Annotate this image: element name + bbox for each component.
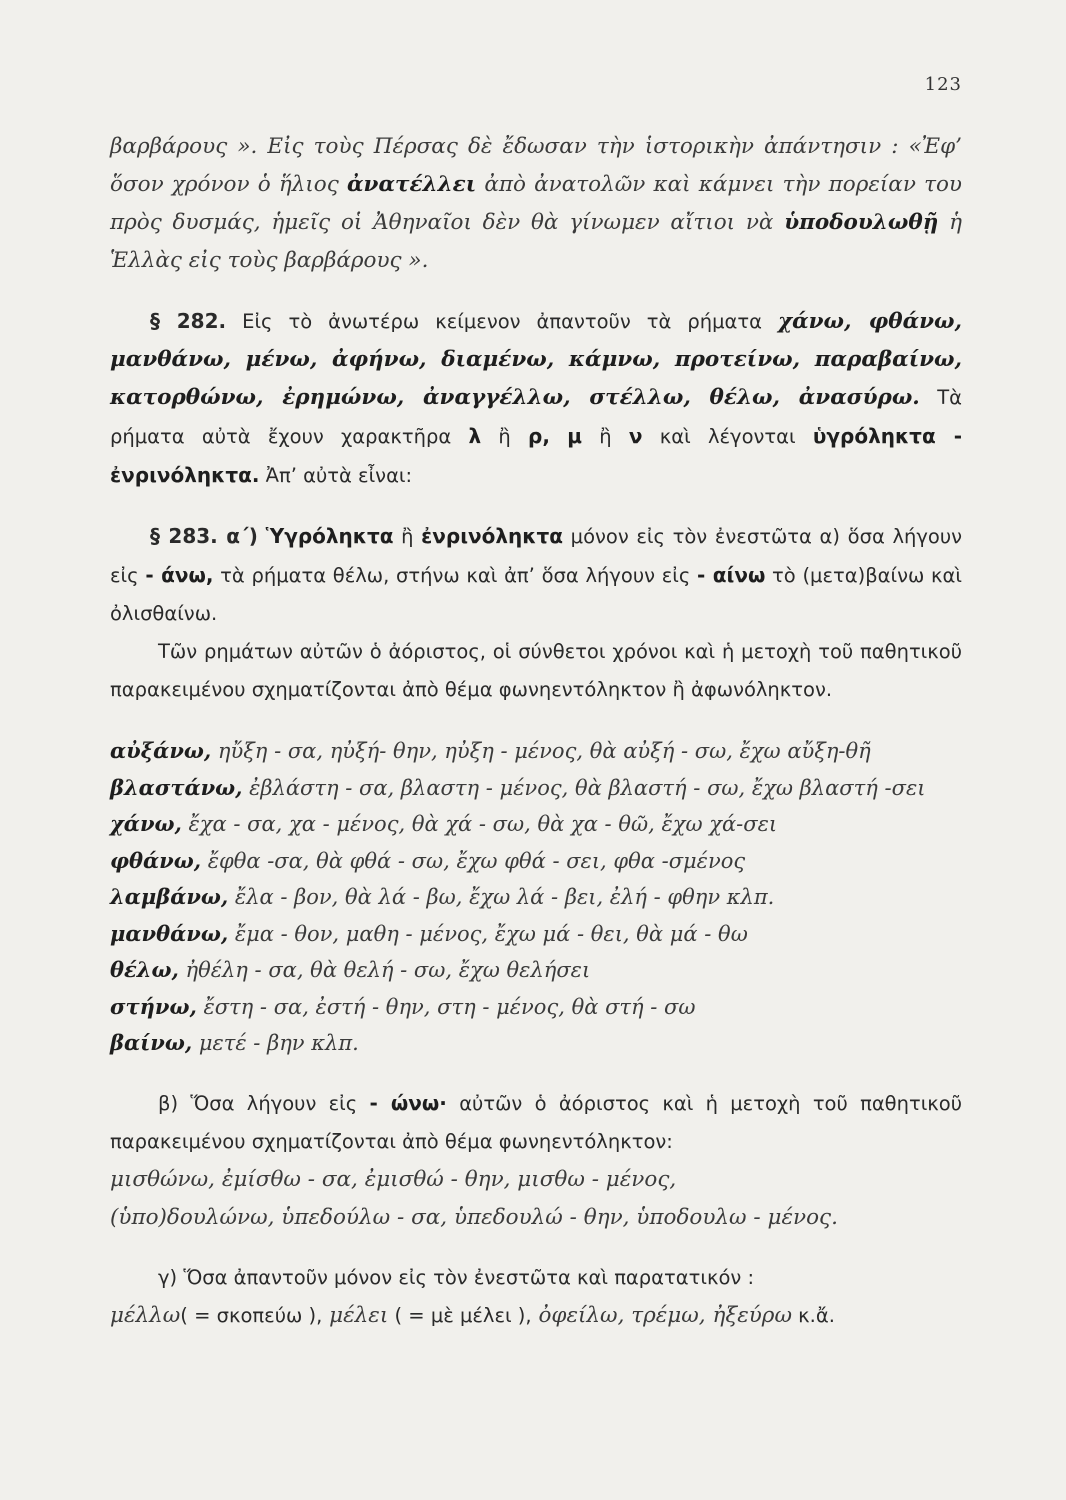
paradigm-verb: αὐξάνω,: [110, 738, 212, 763]
text: ἀπὸ ἀνατολῶν καὶ κάμνει τὴν πορείαν του πρὸς δυσμάς, ἡμεῖς οἱ Ἀθηναῖοι δὲν θὰ γίνωμεν αἴτιοι νὰ: [110, 172, 962, 235]
example-line: [110, 1199, 962, 1237]
text: Εἰς τὸ ἀνωτέρω κείμενον ἀπαντοῦν τὰ ρήματα: [226, 310, 778, 333]
paradigm-row: [110, 989, 962, 1026]
subsection-label: α΄): [217, 524, 258, 548]
text: μόνον εἰς τὸν ἐνεστῶτα α) ὅσα λήγουν εἰς: [110, 525, 963, 587]
paradigm-row: [110, 770, 962, 807]
text: [550, 425, 567, 448]
page-content: [110, 128, 962, 1335]
paradigm-verb: στήνω,: [110, 993, 197, 1019]
section-number: § 283.: [150, 524, 218, 548]
bold-verb: ὑποδουλωθῇ: [784, 210, 939, 235]
page-number: 123: [924, 74, 962, 95]
paradigm-forms: ἔστη - σα, ἐστή - θην, στη - μένος, θὰ στή - σω: [196, 994, 696, 1019]
paradigm-forms: ἔλα - βον, θὰ λά - βω, ἔχω λά - βει, ἐλή - φθην κλπ.: [228, 885, 775, 909]
paradigm-row: [110, 879, 962, 916]
text: ἢ: [581, 425, 629, 448]
text: ἢ: [481, 425, 529, 448]
text: ἡ Ἑλλὰς εἰς τοὺς βαρβάρους ».: [110, 210, 962, 273]
paradigm-verb: μανθάνω,: [110, 920, 229, 946]
paradigm-forms: ἔφθα -σα, θὰ φθά - σω, ἔχω φθά - σει, φθα -σμένος: [201, 848, 746, 873]
letter-lambda: λ: [468, 424, 482, 448]
letter-nu: ν: [628, 424, 643, 448]
paradigm-row: [110, 952, 962, 989]
text: τὰ ρήματα θέλω, στήνω καὶ ἀπ’ ὅσα λήγουν εἰς: [213, 564, 698, 587]
paradigm-verb: φθάνω,: [110, 847, 202, 873]
paradigm-verb: βαίνω,: [110, 1030, 193, 1055]
paradigm-row: [110, 806, 962, 843]
example: μισθώνω, ἐμίσθω - σα, ἐμισθώ - θην, μισθω - μένος,: [110, 1166, 677, 1192]
paragraph-aorist-rule: Τῶν ρημάτων αὐτῶν ὁ ἀόριστος, οἱ σύνθετοι χρόνοι καὶ ἡ μετοχὴ τοῦ παθητικοῦ παρακειμένου σχηματίζονται ἀπὸ θέμα φωνηεντόληκτον ἢ ἀφωνόληκτον.: [110, 640, 962, 701]
text: Τὰ ρήματα αὐτὰ ἔχουν χαρακτῆρα: [110, 386, 963, 448]
gloss: ( = μὲ μέλει ),: [388, 1303, 532, 1327]
subsection-beta: [110, 1084, 962, 1161]
example-line: [110, 1161, 962, 1199]
gloss: ( = σκοπεύω ),: [180, 1303, 323, 1327]
ending: - αίνω: [697, 563, 766, 587]
text: β) Ὅσα λήγουν εἰς: [158, 1091, 370, 1115]
example: μέλλω: [110, 1302, 181, 1328]
text: Ἀπ’ αὐτὰ εἶναι:: [259, 464, 413, 487]
section-283: [110, 517, 962, 633]
verb-list: χάνω, φθάνω, μανθάνω, μένω, ἀφήνω, διαμένω, κάμνω, προτείνω, παραβαίνω, κατορθώνω, ἐρημώνω, ἀναγγέλλω, στέλλω, θέλω, ἀνασύρω.: [110, 309, 963, 410]
ending: - άνω,: [145, 563, 214, 587]
term: ὑγρόληκτα - ἐνρινόληκτα.: [110, 424, 963, 487]
section-number: § 282.: [150, 309, 227, 333]
paradigm-verb: χάνω,: [110, 811, 182, 836]
paradigm-row: [110, 843, 962, 880]
paradigm-forms: ἐβλάστη - σα, βλαστη - μένος, θὰ βλαστή - σω, ἔχω βλαστή -σει: [242, 775, 926, 800]
letter-rho: ρ,: [528, 424, 550, 448]
paradigm-verb: θέλω,: [110, 957, 179, 982]
paradigm-verb: λαμβάνω,: [110, 884, 229, 909]
paradigm-forms: ἔχα - σα, χα - μένος, θὰ χά - σω, θὰ χα - θῶ, ἔχω χά-σει: [181, 812, 778, 836]
paragraph-persians-answer: [110, 128, 962, 280]
text: τὸ (μετα)βαίνω καὶ ὀλισθαίνω.: [110, 564, 962, 625]
text: αὐτῶν ὁ ἀόριστος καὶ ἡ μετοχὴ τοῦ παθητικοῦ παρακειμένου σχηματίζονται ἀπὸ θέμα φωνηεντόληκτον:: [110, 1091, 963, 1153]
paradigm-row: [110, 733, 962, 770]
section-282: [110, 302, 962, 495]
term: ἐνρινόληκτα: [421, 524, 564, 548]
example: (ὑπο)δουλώνω, ὑπεδούλω - σα, ὑπεδουλώ - θην, ὑποδουλω - μένος.: [110, 1204, 838, 1230]
subsection-gamma: γ) Ὅσα ἀπαντοῦν μόνον εἰς τὸν ἐνεστῶτα καὶ παρατατικόν :: [158, 1265, 755, 1289]
text: [258, 525, 266, 548]
example: μέλει: [322, 1302, 389, 1328]
text: ἢ: [393, 525, 422, 548]
term: Ὑγρόληκτα: [265, 524, 394, 548]
paradigm-forms: ἠθέλη - σα, θὰ θελή - σω, ἔχω θελήσει: [178, 958, 591, 982]
paradigm-row: [110, 916, 962, 953]
example: ὀφείλω, τρέμω, ἠξεύρω: [531, 1302, 792, 1328]
text: κ.ἄ.: [791, 1303, 835, 1327]
ending: - ώνω·: [369, 1090, 447, 1115]
paradigm-row: [110, 1025, 962, 1062]
paradigm-forms: μετέ - βην κλπ.: [192, 1031, 359, 1055]
paradigm-forms: ηὔξη - σα, ηὐξή- θην, ηὐξη - μένος, θὰ αὐξή - σω, ἔχω αὔξη-θῆ: [211, 739, 871, 763]
paradigm-verb: βλαστάνω,: [110, 774, 243, 800]
example-line: [110, 1297, 962, 1335]
letter-mu: μ: [567, 424, 582, 448]
bold-verb: ἀνατέλλει: [346, 172, 477, 197]
paradigm-forms: ἔμα - θον, μαθη - μένος, ἔχω μά - θει, θὰ μά - θω: [228, 921, 748, 946]
paradigm-list: [110, 733, 962, 1062]
text: βαρβάρους ». Εἰς τοὺς Πέρσας δὲ ἔδωσαν τὴν ἱστορικὴν ἀπάντησιν : «Ἐφ’ ὅσον χρόνον ὁ ἥλιος: [110, 134, 962, 197]
text: καὶ λέγονται: [642, 425, 813, 448]
